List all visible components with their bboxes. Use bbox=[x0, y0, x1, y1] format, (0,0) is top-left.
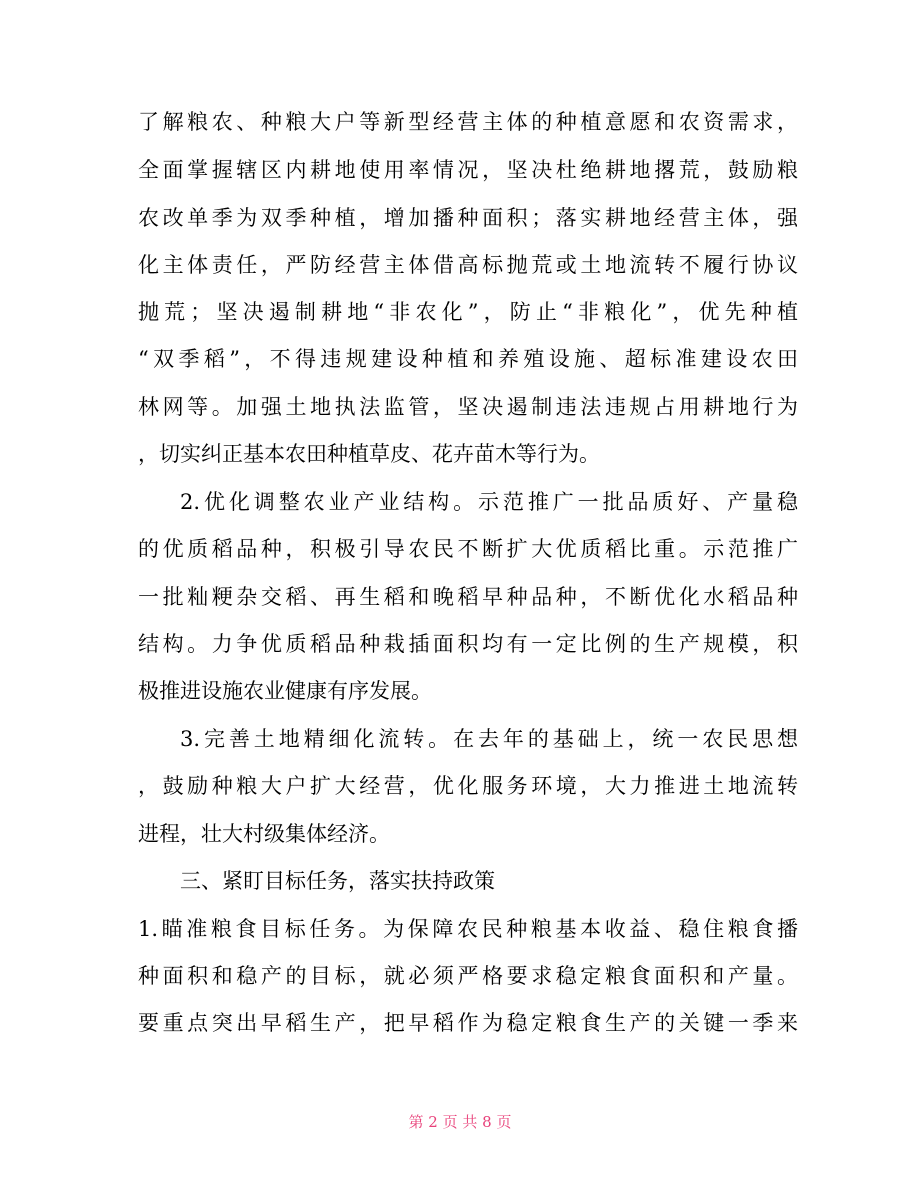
paragraph-line: 3.完善土地精细化流转。在去年的基础上，统一农民思想 bbox=[180, 727, 798, 751]
paragraph-line: 极推进设施农业健康有序发展。 bbox=[138, 679, 432, 703]
paragraph-line: 1.瞄准粮食目标任务。为保障农民种粮基本收益、稳住粮食播 bbox=[138, 917, 798, 941]
paragraph-line: 结构。力争优质稻品种栽插面积均有一定比例的生产规模，积 bbox=[138, 632, 798, 656]
section-heading: 三、紧盯目标任务，落实扶持政策 bbox=[180, 869, 495, 893]
paragraph-line: 的优质稻品种，积极引导农民不断扩大优质稻比重。示范推广 bbox=[138, 537, 798, 561]
paragraph-line: 2.优化调整农业产业结构。示范推广一批品质好、产量稳 bbox=[180, 490, 798, 514]
paragraph-line: 要重点突出早稻生产，把早稻作为稳定粮食生产的关键一季来 bbox=[138, 1011, 798, 1035]
paragraph-line: ，切实纠正基本农田种植草皮、花卉苗木等行为。 bbox=[138, 442, 600, 466]
paragraph-line: 林网等。加强土地执法监管，坚决遏制违法违规占用耕地行为 bbox=[138, 395, 798, 419]
paragraph-line: 种面积和稳产的目标，就必须严格要求稳定粮食面积和产量。 bbox=[138, 964, 798, 988]
paragraph-line: “双季稻”，不得违规建设种植和养殖设施、超标准建设农田 bbox=[138, 347, 798, 371]
paragraph-line: 化主体责任，严防经营主体借高标抛荒或土地流转不履行协议 bbox=[138, 253, 798, 277]
paragraph-line: 抛荒；坚决遏制耕地“非农化”，防止“非粮化”，优先种植 bbox=[138, 300, 798, 324]
paragraph-line: 农改单季为双季种植，增加播种面积；落实耕地经营主体，强 bbox=[138, 206, 798, 230]
paragraph-line: ，鼓励种粮大户扩大经营，优化服务环境，大力推进土地流转 bbox=[138, 774, 798, 798]
paragraph-line: 一批籼粳杂交稻、再生稻和晚稻早种品种，不断优化水稻品种 bbox=[138, 585, 798, 609]
paragraph-line: 全面掌握辖区内耕地使用率情况，坚决杜绝耕地撂荒，鼓励粮 bbox=[138, 158, 798, 182]
paragraph-line: 了解粮农、种粮大户等新型经营主体的种植意愿和农资需求， bbox=[138, 110, 798, 134]
page-number-footer: 第 2 页 共 8 页 bbox=[408, 1113, 512, 1131]
paragraph-line: 进程，壮大村级集体经济。 bbox=[138, 822, 390, 846]
